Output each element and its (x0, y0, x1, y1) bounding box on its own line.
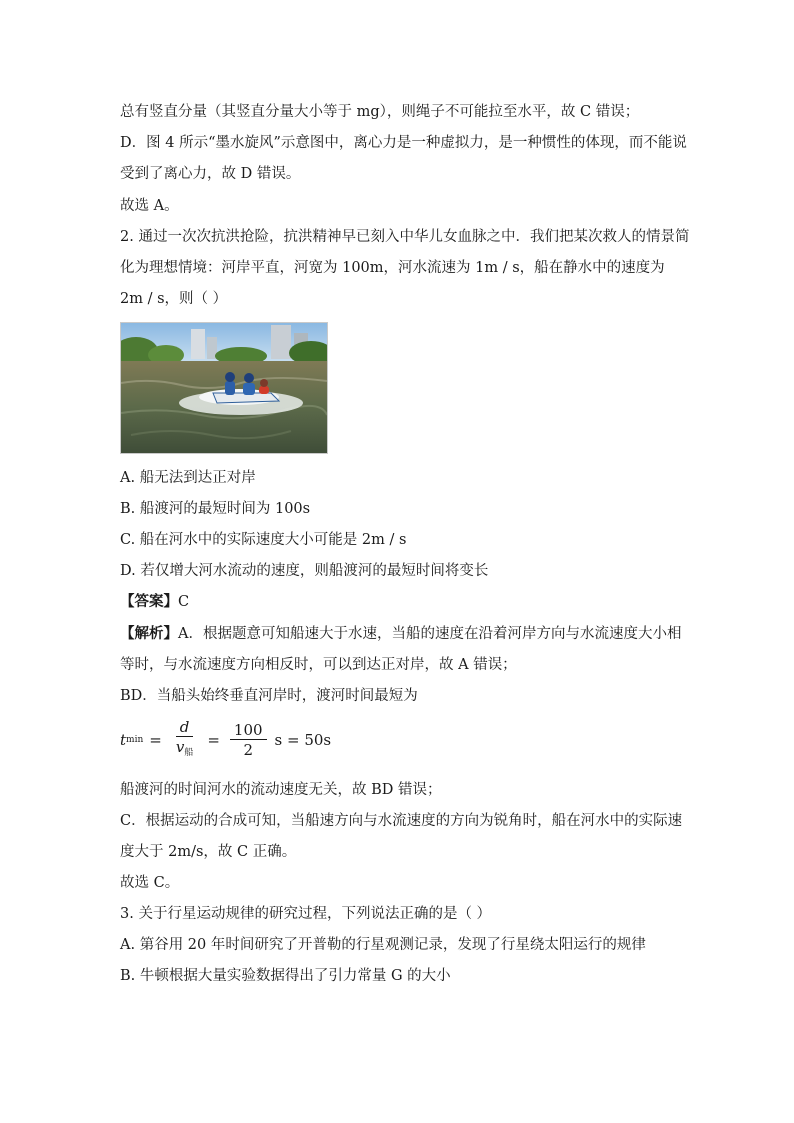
fraction-numerator: d (176, 718, 194, 737)
question-2-stem: 2. 通过一次次抗洪抢险，抗洪精神早已刻入中华儿女血脉之中．我们把某次救人的情景简 (120, 229, 690, 245)
analysis-text: 度大于 2m/s，故 C 正确。 (120, 844, 297, 860)
fraction-denominator: 2 (243, 740, 253, 759)
answer-tag: 【答案】 (120, 593, 178, 610)
analysis-tag: 【解析】 (120, 625, 178, 642)
min-time-formula (120, 716, 331, 764)
analysis-text: C．根据运动的合成可知，当船速方向与水流速度的方向为锐角时，船在河水中的实际速 (120, 813, 683, 829)
text-line: 受到了离心力，故 D 错误。 (120, 166, 301, 182)
analysis-text: 船渡河的时间河水的流动速度无关，故 BD 错误； (120, 782, 442, 798)
analysis-text: BD．当船头始终垂直河岸时，渡河时间最短为 (120, 688, 418, 704)
option-b: B. 船渡河的最短时间为 100s (120, 501, 311, 517)
text-line: D．图 4 所示“墨水旋风”示意图中，离心力是一种虚拟力，是一种惯性的体现，而不能说 (120, 135, 687, 151)
rescue-boat-photo (120, 322, 328, 454)
velocity-var: v (175, 737, 185, 756)
fraction-numerator: 100 (230, 721, 267, 740)
question-3-stem: 3. 关于行星运动规律的研究过程，下列说法正确的是（ ） (120, 906, 492, 922)
rescue-boat-image (121, 323, 327, 453)
formula-lhs: t (120, 731, 127, 749)
option-c: C. 船在河水中的实际速度大小可能是 2m / s (120, 532, 407, 548)
option-d: D. 若仅增大河水流动的速度，则船渡河的最短时间将变长 (120, 563, 489, 579)
formula-result: s = 50s (274, 731, 332, 749)
question-2-stem: 化为理想情境：河岸平直，河宽为 100m，河水流速为 1m / s，船在静水中的速度为 (120, 260, 665, 276)
equals-sign: = (207, 731, 220, 749)
equals-sign: = (149, 731, 162, 749)
fraction-100-over-2 (230, 721, 267, 760)
text-line: 总有竖直分量（其竖直分量大小等于 mg），则绳子不可能拉至水平，故 C 错误； (120, 104, 640, 120)
fraction-denominator (172, 737, 198, 763)
analysis-line (120, 624, 681, 644)
question-3-option-a: A. 第谷用 20 年时间研究了开普勒的行星观测记录，发现了行星绕太阳运行的规律 (120, 937, 646, 953)
answer-value: C (178, 594, 190, 610)
analysis-text: 故选 C。 (120, 875, 180, 891)
answer-line (120, 592, 189, 612)
fraction-d-over-v (172, 718, 198, 763)
question-3-option-b: B. 牛顿根据大量实验数据得出了引力常量 G 的大小 (120, 968, 451, 984)
option-a: A. 船无法到达正对岸 (120, 470, 256, 486)
analysis-text: 等时，与水流速度方向相反时，可以到达正对岸，故 A 错误； (120, 657, 517, 673)
formula-lhs-sub: min (126, 735, 144, 745)
velocity-sub: 船 (184, 747, 194, 758)
analysis-text: A．根据题意可知船速大于水速，当船的速度在沿着河岸方向与水流速度大小相 (178, 626, 682, 642)
question-2-stem: 2m / s，则（ ） (120, 291, 228, 307)
text-line: 故选 A。 (120, 198, 179, 214)
